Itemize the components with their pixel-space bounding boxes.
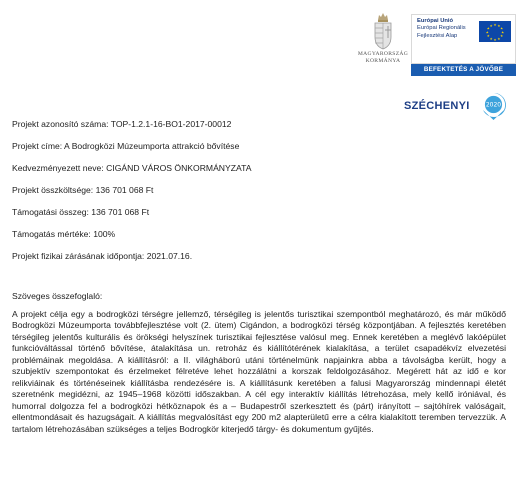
- program-year: 2020: [485, 101, 502, 109]
- svg-text:★: ★: [493, 22, 497, 27]
- svg-text:★: ★: [501, 30, 505, 35]
- summary-heading: Szöveges összefoglaló:: [12, 291, 103, 301]
- government-logo-text: MAGYARORSZÁG KORMÁNYA: [357, 51, 409, 64]
- eu-fund-line1: Európai Regionális: [417, 25, 466, 32]
- closing-date: Projekt fizikai zárásának időpontja: 2021.07.16.: [12, 251, 193, 261]
- szechenyi-wordmark: SZÉCHENYI: [404, 100, 470, 112]
- map-pin-icon: [480, 92, 507, 121]
- svg-text:★: ★: [497, 23, 501, 28]
- logo-block: [352, 12, 517, 122]
- svg-text:★: ★: [497, 36, 501, 41]
- support-amount: Támogatási összeg: 136 701 068 Ft: [12, 207, 150, 217]
- project-title: Projekt címe: A Bodrogközi Múzeumporta attrakció bővítése: [12, 141, 240, 151]
- eu-flag-icon: [479, 21, 511, 42]
- investment-banner: BEFEKTETÉS A JÖVŐBE: [411, 64, 516, 76]
- svg-text:★: ★: [486, 34, 490, 39]
- szechenyi-2020-logo: [404, 92, 519, 122]
- hungarian-government-logo: [352, 12, 414, 72]
- beneficiary: Kedvezményezett neve: CIGÁND VÁROS ÖNKORMÁNYZATA: [12, 163, 252, 173]
- svg-text:★: ★: [489, 23, 493, 28]
- svg-text:★: ★: [485, 30, 489, 35]
- eu-fund-line2: Fejlesztési Alap: [417, 32, 458, 39]
- support-rate: Támogatás mértéke: 100%: [12, 229, 116, 239]
- eu-logo: [411, 14, 516, 64]
- svg-text:★: ★: [500, 34, 504, 39]
- svg-text:★: ★: [486, 26, 490, 31]
- svg-text:★: ★: [500, 26, 504, 31]
- eu-title: Európai Unió: [417, 18, 454, 24]
- svg-text:★: ★: [493, 37, 497, 42]
- project-id: Projekt azonosító száma: TOP-1.2.1-16-BO1-2017-00012: [12, 119, 232, 129]
- svg-text:★: ★: [489, 36, 493, 41]
- total-cost: Projekt összköltsége: 136 701 068 Ft: [12, 185, 154, 195]
- coat-of-arms-icon: [372, 12, 394, 50]
- summary-body: A projekt célja egy a bodrogközi térségre jellemző, térségileg is jelentős turisztikai szempontból meghatározó, és már működő Bodrogközi Múzeumporta továbbfejlesztése volt (2. ütem) Cigándon, a bodrogközi térség központjában. A fejlesztés keretében térségileg jelentős kulturális és örökségi helyszínek turisztikai fejlesztése valósul meg. Ennek keretében a meglévő lakóépület funkcióváltással történő bővítése, átalakítása un. retroház és kiállítótérének kialakítása, a terület csapadékvíz elvezetési problémáinak megoldása. A kiállításról: a II. világháború utáni történelmünk napjainkra abba a távolságba került, hogy a szubjektív szempontokat és érzelmeket félretéve lehet hozzálátni a korszak feldolgozásához. Megérett hát az idő e kor relikviáinak és történéseinek kiállításba rendezésére is. A kiállításunk keretében a falusi Magyarország mindennapi életét szeretnénk megidézni, az 1945–1968 közötti időszakban. A cél egy interaktív kiállítás létrehozása, mely kellő iróniával, és humorral dolgozza fel a bodrogközi hétköznapok és a – Budapestről szerkesztett és (párt) irányított – sajtóhírek valóságait, ellentmondásait és hazugságait. A kiállítás megvalósítást egy 200 m2 alapterületű erre a célra kialakított teremben tervezzük. A tartalom létrehozásában szükséges a teljes Bodrogkör kiterjedő tárgy- és dokumentum gyűjtés.: [12, 309, 506, 434]
